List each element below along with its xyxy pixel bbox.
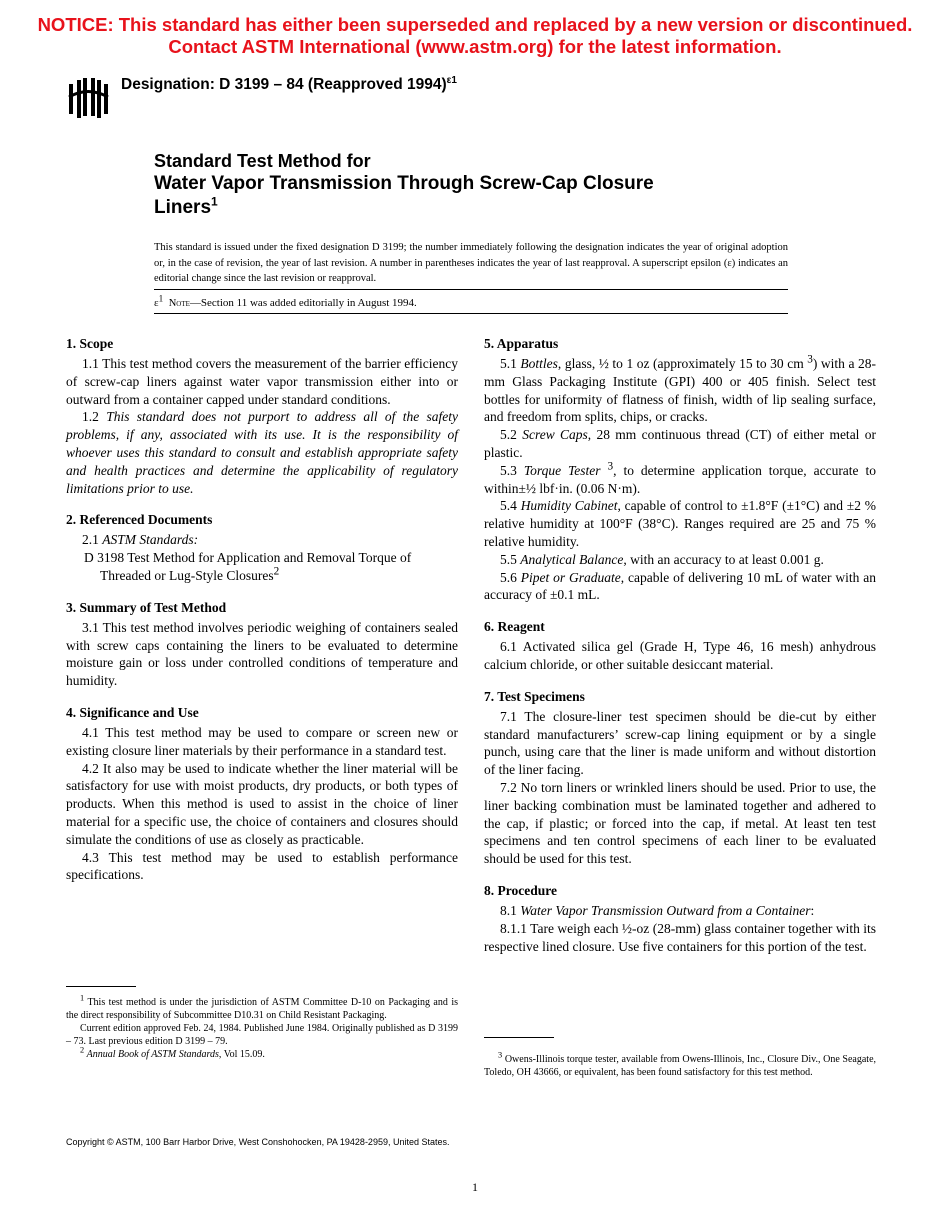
right-column xyxy=(484,335,876,955)
left-column xyxy=(66,335,458,884)
paragraph: 5.2 Screw Caps, 28 mm continuous thread (CT) of either metal or plastic. xyxy=(484,427,876,460)
paragraph: 5.1 Bottles, glass, ½ to 1 oz (approximately 15 to 30 cm $^3$) with a 28-mm Glass Packaging Institute (GPI) 400 or 405 finish. Select test bottles for uniformity of flatness of finish, width of lip sealing surface, and freedom from splits, chips, or cracks. xyxy=(484,353,876,425)
section-heading: 6. Reagent xyxy=(484,619,545,635)
section-heading: 5. Apparatus xyxy=(484,336,559,351)
header-rule xyxy=(154,289,788,290)
footnote-1-edition: Current edition approved Feb. 24, 1984. Published June 1984. Originally published as D 3199 – 73. Last previous edition D 3199 – 79. xyxy=(66,1023,458,1047)
paragraph: 1.1 This test method covers the measurement of the barrier efficiency of screw-cap liners against water vapor transmission either into or outward from a container capped under standard conditions. xyxy=(66,356,458,407)
document-title xyxy=(154,150,774,220)
section-heading: 1. Scope xyxy=(66,336,114,351)
section-heading: 2. Referenced Documents xyxy=(66,512,213,528)
referenced-standard: D 3198 Test Method for Application and Removal Torque of Threaded or Lug-Style Closures$^2$ xyxy=(84,550,412,583)
footnotes-left xyxy=(66,993,458,1061)
paragraph: 1.2 This standard does not purport to address all of the safety problems, if any, associated with its use. It is the responsibility of whoever uses this standard to consult and establish appropriate safety and health practices and determine the applicability of regulatory limitations prior to use. xyxy=(66,409,459,496)
footnotes-right xyxy=(484,1050,877,1079)
page-number: 1 xyxy=(472,1180,478,1194)
paragraph: 5.6 Pipet or Graduate, capable of delivering 10 mL of water with an accuracy of ±0.1 mL. xyxy=(484,569,876,603)
paragraph: 4.2 It also may be used to indicate whether the liner material will be satisfactory for use with moist products, dry products, or both types of products. When this method is used to assist in the choice of liner material for a specific use, the choice of containers and closures should simulate the conditions of use as closely as practicable. xyxy=(66,760,458,847)
paragraph: 5.5 Analytical Balance, with an accuracy to at least 0.001 g. xyxy=(500,551,824,567)
title-footnote-mark: 1 xyxy=(211,194,218,209)
supersession-notice xyxy=(0,14,950,58)
paragraph: 4.3 This test method may be used to establish performance specifications. xyxy=(66,849,458,883)
notice-line-1: NOTICE: This standard has either been superseded and replaced by a new version or discontinued. xyxy=(37,14,913,35)
notice-line-2: Contact ASTM International (www.astm.org) for the latest information. xyxy=(168,36,782,57)
footnote-2: $^2$ Annual Book of ASTM Standards, Vol 15.09. xyxy=(80,1045,265,1060)
designation-text: Designation: D 3199 – 84 (Reapproved 1994) xyxy=(121,76,447,93)
footnote-rule-right xyxy=(484,1037,554,1038)
paragraph: 8.1 Water Vapor Transmission Outward from a Container: xyxy=(500,902,815,918)
paragraph: 5.3 Torque Tester $^3$, to determine application torque, accurate to within±½ lbf·in. (0.06 N·m). xyxy=(484,460,876,496)
copyright-line: Copyright © ASTM, 100 Barr Harbor Drive, West Conshohocken, PA 19428-2959, United States. xyxy=(66,1137,450,1147)
footnote-rule-left xyxy=(66,986,136,987)
footnote-1: $^1$ This test method is under the jurisdiction of ASTM Committee D-10 on Packaging and is the direct responsibility of Subcommittee D10.31 on Child Resistant Packaging. xyxy=(66,993,458,1021)
section-heading: 4. Significance and Use xyxy=(66,704,199,720)
editorial-note: $\varepsilon^1$ Note—Section 11 was added editorially in August 1994. xyxy=(154,293,417,309)
title-line-3: Liners$^1$ xyxy=(154,194,218,218)
paragraph: 4.1 This test method may be used to compare or screen new or existing closure liner materials by their performance in a standard test. xyxy=(66,724,458,758)
footnote-3: $^3$ Owens-Illinois torque tester, available from Owens-Illinois, Inc., Closure Div., One Seagate, Toledo, OH 43666, or equivalent, has been found satisfactory for this test method. xyxy=(484,1050,877,1078)
paragraph: 7.1 The closure-liner test specimen should be die-cut by either standard manufacturers’ screw-cap lining equipment or by a single punch, using care that the liner is made uniform and without distortion of the liner facing. xyxy=(484,708,876,778)
paragraph: 3.1 This test method involves periodic weighing of containers sealed with screw caps containing the liners to be evaluated to determine moisture gain or loss under controlled conditions of temperature and humidity. xyxy=(66,619,458,689)
section-heading: 7. Test Specimens xyxy=(484,688,585,704)
astm-logo xyxy=(65,74,111,120)
section-heading: 3. Summary of Test Method xyxy=(66,599,227,615)
note-rule xyxy=(154,313,788,314)
title-line-2: Water Vapor Transmission Through Screw-Cap Closure xyxy=(154,173,654,194)
designation xyxy=(121,76,457,94)
designation-epsilon: ε1 xyxy=(446,74,457,86)
paragraph: 7.2 No torn liners or wrinkled liners should be used. Prior to use, the liner backing combination must be laminated together and adhered to the cap, if plastic; or forced into the cap, if metal. At least ten test specimens and ten control specimens of each liner to be evaluated should be used for this test. xyxy=(484,779,876,867)
paragraph: 5.4 Humidity Cabinet, capable of control to ±1.8°F (±1°C) and ±2 % relative humidity at 100°F (38°C). Ranges required are 25 and 75 % relative humidity. xyxy=(484,498,876,549)
section-heading: 8. Procedure xyxy=(484,882,557,898)
issuance-statement: This standard is issued under the fixed designation D 3199; the number immediately following the designation indicates the year of original adoption or, in the case of revision, the year of last revision. A number in parentheses indicates the year of last reapproval. A superscript epsilon (ε) indicates an editorial change since the last revision or reapproval. xyxy=(154,242,788,284)
title-line-1: Standard Test Method for xyxy=(154,151,371,171)
paragraph: 2.1 ASTM Standards: xyxy=(82,532,199,548)
paragraph: 6.1 Activated silica gel (Grade H, Type 46, 16 mesh) anhydrous calcium chloride, or other suitable desiccant material. xyxy=(484,639,876,672)
paragraph: 8.1.1 Tare weigh each ½-oz (28-mm) glass container together with its respective lined closure. Use five containers for this portion of the test. xyxy=(484,920,876,954)
